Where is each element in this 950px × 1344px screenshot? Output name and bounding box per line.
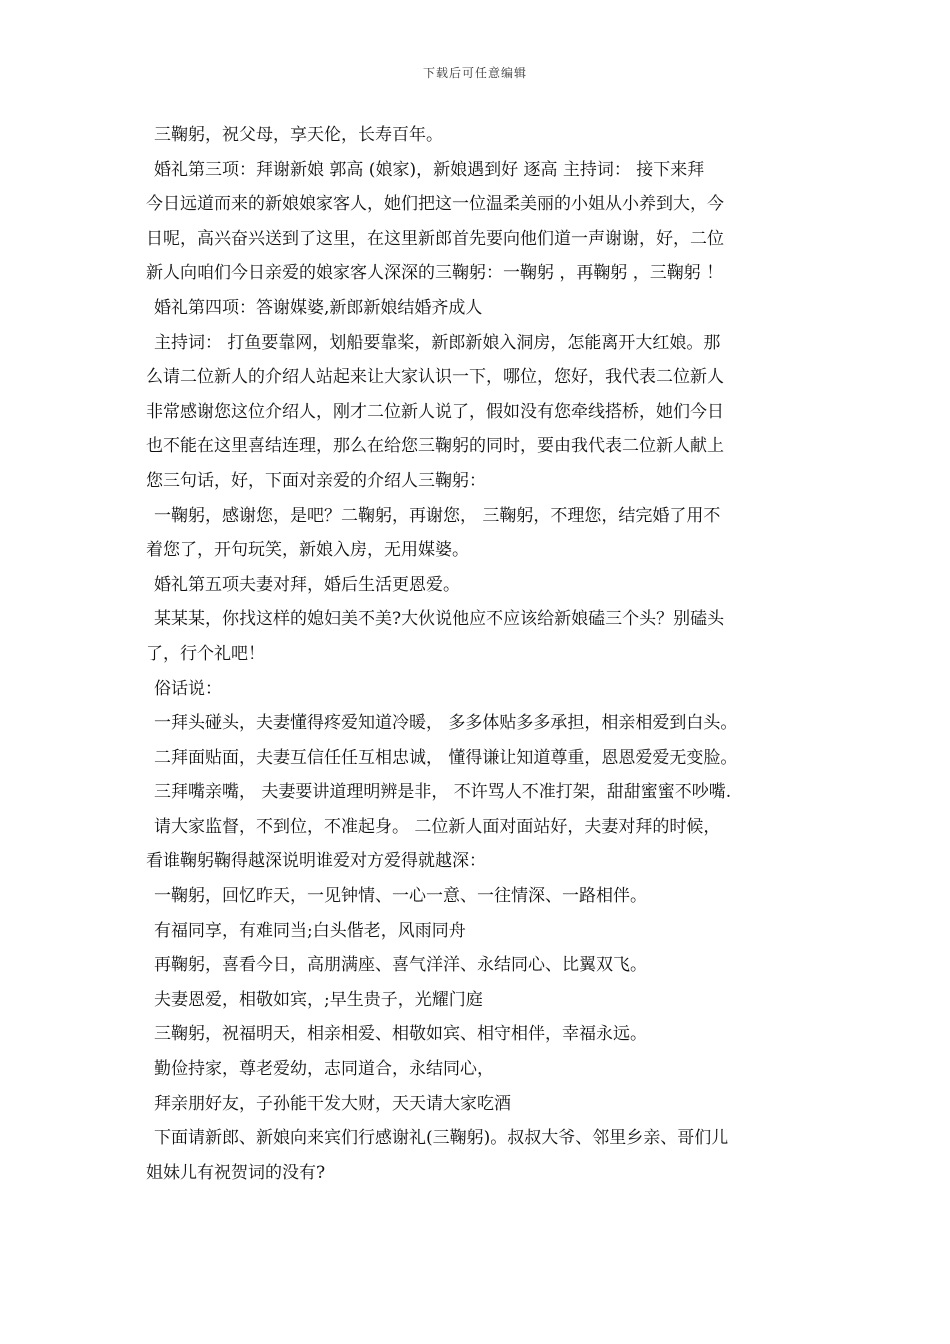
text-line: 也不能在这里喜结连理，那么在给您三鞠躬的同时，要由我代表二位新人献上	[146, 436, 724, 457]
text-line: 再鞠躬，喜看今日，高朋满座、喜气洋洋、永结同心、比翼双飞。	[154, 955, 647, 976]
text-line: 下面请新郎、新娘向来宾们行感谢礼(三鞠躬)。叔叔大爷、邻里乡亲、哥们儿	[154, 1128, 729, 1149]
text-line: 一鞠躬，回忆昨天，一见钟情、一心一意、一往情深、一路相伴。	[154, 886, 647, 907]
text-line: 么请二位新人的介绍人站起来让大家认识一下，哪位，您好，我代表二位新人	[146, 367, 724, 388]
text-line: 勤俭持家，尊老爱幼，志同道合，永结同心，	[154, 1059, 494, 1080]
text-line: 看谁鞠躬鞠得越深说明谁爱对方爱得就越深：	[146, 851, 486, 872]
text-line: 夫妻恩爱，相敬如宾，;早生贵子，光耀门庭	[154, 989, 483, 1010]
text-line: 姐妹儿有祝贺词的没有?	[146, 1162, 326, 1183]
text-line: 今日远道而来的新娘娘家客人，她们把这一位温柔美丽的小姐从小养到大，今	[146, 194, 724, 215]
text-line: 请大家监督，不到位，不准起身。 二位新人面对面站好，夫妻对拜的时候，	[154, 816, 721, 837]
text-line: 有福同享，有难同当;白头偕老，风雨同舟	[154, 920, 466, 941]
page-header: 下载后可任意编辑	[422, 66, 527, 80]
text-line: 婚礼第四项：答谢媒婆,新郎新娘结婚齐成人	[154, 297, 483, 318]
text-line: 拜亲朋好友，子孙能干发大财，天天请大家吃酒	[154, 1093, 511, 1114]
text-line: 您三句话，好，下面对亲爱的介绍人三鞠躬：	[146, 470, 486, 491]
text-line: 三鞠躬，祝福明天，相亲相爱、相敬如宾、相守相伴，幸福永远。	[154, 1024, 647, 1045]
text-line: 三鞠躬，祝父母，享天伦，长寿百年。	[154, 125, 443, 145]
text-line: 新人向咱们今日亲爱的娘家客人深深的三鞠躬：一鞠躬 ，再鞠躬 ，三鞠躬 ！	[146, 263, 724, 284]
text-line: 着您了，开句玩笑，新娘入房，无用媒婆。	[146, 540, 469, 561]
text-line: 某某某，你找这样的媳妇美不美?大伙说他应不应该给新娘磕三个头？别磕头	[154, 609, 725, 630]
text-line: 二拜面贴面，夫妻互信任任互相忠诚， 懂得谦让知道尊重，恩恩爱爱无变脸。	[154, 747, 738, 768]
text-line: 俗话说：	[154, 678, 222, 699]
text-line: 非常感谢您这位介绍人，刚才二位新人说了，假如没有您牵线搭桥，她们今日	[146, 401, 724, 422]
text-line: 一拜头碰头，夫妻懂得疼爱知道冷暖， 多多体贴多多承担，相亲相爱到白头。	[154, 713, 738, 734]
text-line: 日呢，高兴奋兴送到了这里，在这里新郎首先要向他们道一声谢谢，好，二位	[146, 228, 724, 249]
text-line: 了，行个礼吧！	[146, 643, 265, 664]
text-line: 婚礼第五项夫妻对拜，婚后生活更恩爱。	[154, 574, 460, 595]
text-line: 三拜嘴亲嘴， 夫妻要讲道理明辨是非， 不许骂人不准打架，甜甜蜜蜜不吵嘴.	[154, 782, 732, 803]
text-line: 主持词： 打鱼要靠网，划船要靠桨，新郎新娘入洞房，怎能离开大红娘。那	[154, 332, 721, 353]
text-line: 婚礼第三项：拜谢新娘 郭高 (娘家)，新娘遇到好 逐高 主持词： 接下来拜	[154, 159, 705, 180]
text-line: 一鞠躬，感谢您，是吧？二鞠躬，再谢您， 三鞠躬，不理您，结完婚了用不	[154, 505, 721, 526]
document-body	[146, 118, 810, 1190]
